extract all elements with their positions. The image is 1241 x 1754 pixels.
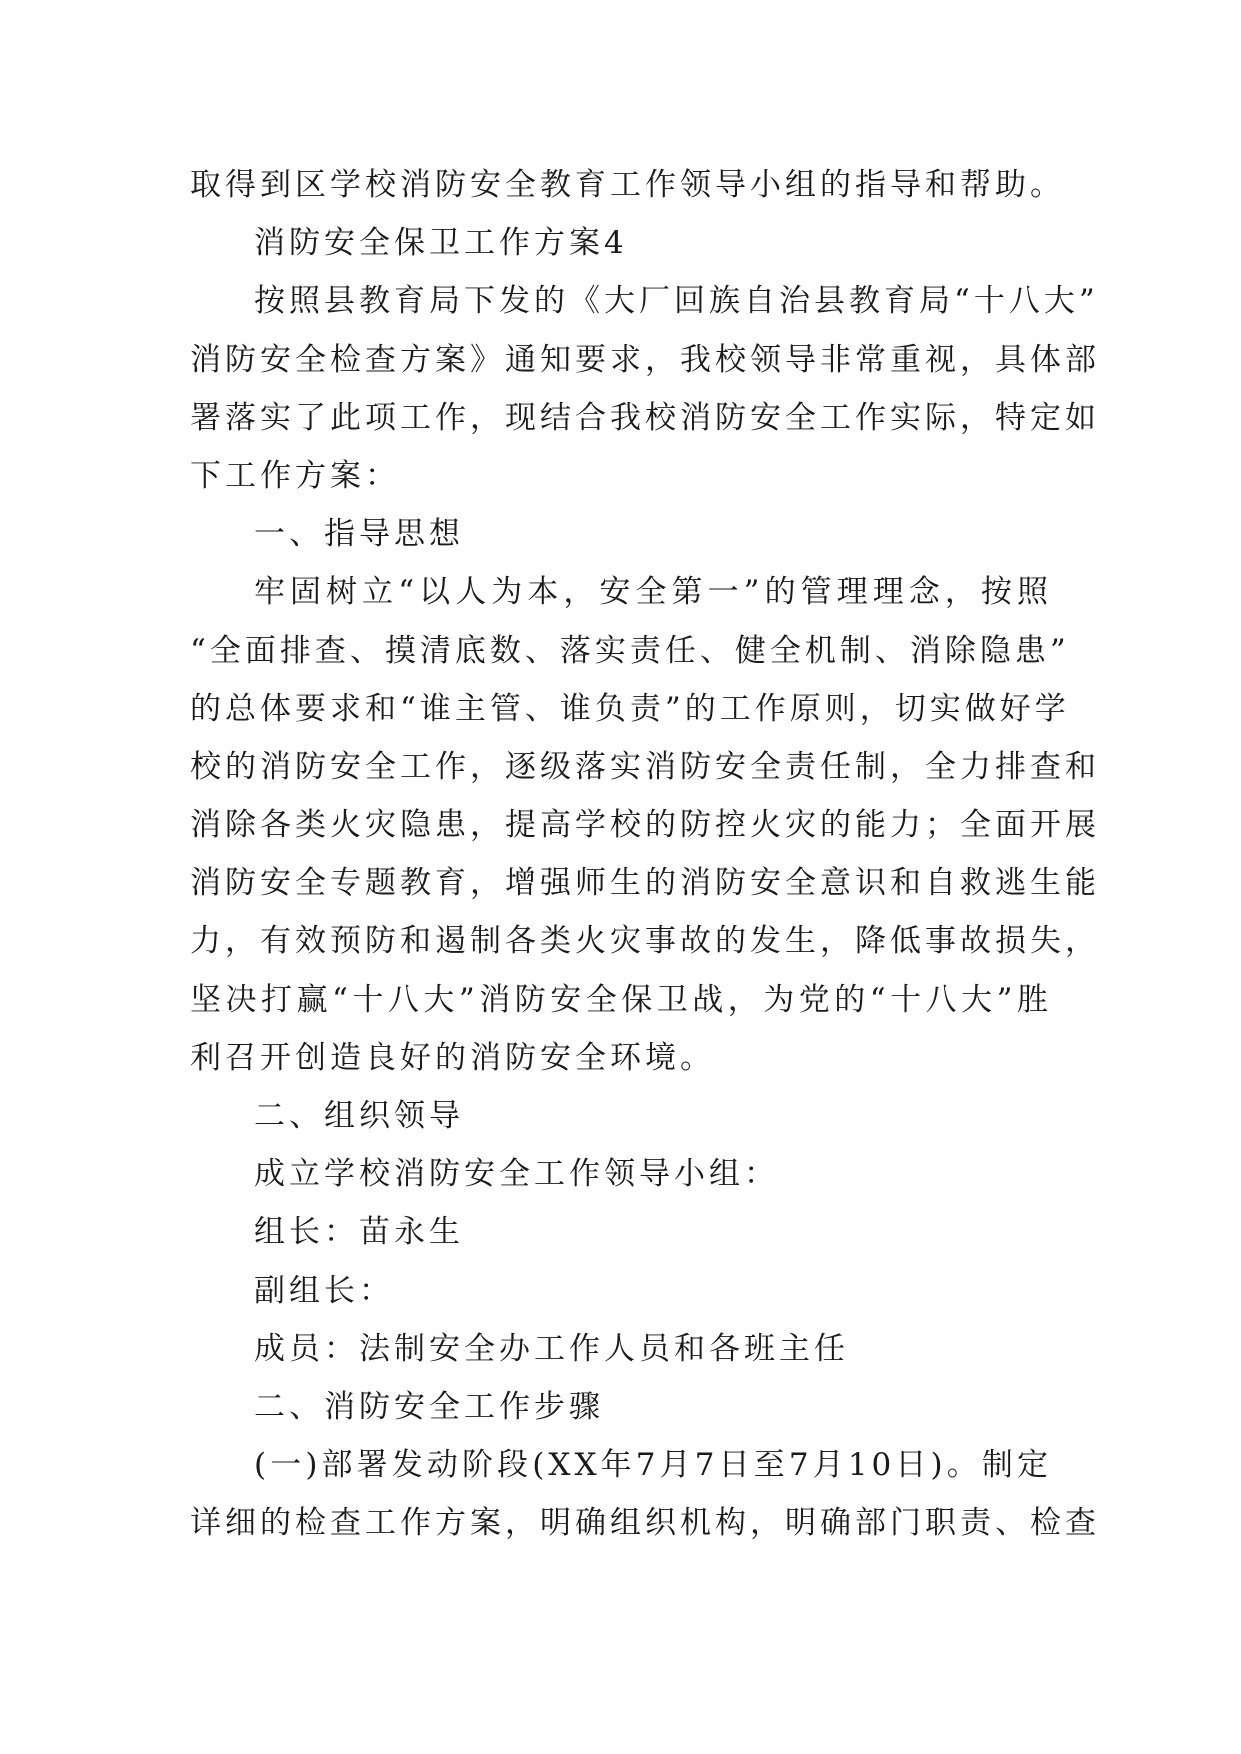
text-line: 牢固树立“以人为本，安全第一”的管理理念，按照 (254, 574, 1052, 611)
text-line: “全面排查、摸清底数、落实责任、健全机制、消除隐患” (190, 632, 1070, 669)
text-line: 下工作方案： (190, 457, 400, 494)
text-line: 署落实了此项工作，现结合我校消防安全工作实际，特定如 (190, 399, 1100, 436)
text-line: (一)部署发动阶段(XX年7月7日至7月10日)。制定 (254, 1447, 1052, 1484)
section-heading: 一、指导思想 (254, 516, 464, 553)
section-heading: 二、消防安全工作步骤 (254, 1388, 604, 1425)
text-line: 坚决打赢“十八大”消防安全保卫战，为党的“十八大”胜 (190, 981, 1052, 1018)
section-heading: 二、组织领导 (254, 1098, 464, 1134)
text-line: 取得到区学校消防安全教育工作领导小组的指导和帮助。 (190, 167, 1065, 203)
text-line: 力，有效预防和遏制各类火灾事故的发生，降低事故损失， (190, 923, 1100, 960)
text-line: 组长：苗永生 (254, 1214, 464, 1251)
text-line: 成员：法制安全办工作人员和各班主任 (254, 1330, 849, 1367)
text-line: 的总体要求和“谁主管、谁负责”的工作原则，切实做好学 (190, 690, 1070, 727)
text-line: 按照县教育局下发的《大厂回族自治县教育局“十八大” (254, 283, 1099, 320)
text-line: 副组长： (254, 1272, 394, 1309)
text-line: 利召开创造良好的消防安全环境。 (190, 1039, 715, 1076)
text-line: 详细的检查工作方案，明确组织机构，明确部门职责、检查 (190, 1505, 1100, 1542)
text-line: 消除各类火灾隐患，提高学校的防控火灾的能力；全面开展 (190, 807, 1100, 844)
text-line: 消防安全检查方案》通知要求，我校领导非常重视，具体部 (190, 341, 1100, 378)
text-line: 校的消防安全工作，逐级落实消防安全责任制，全力排查和 (190, 748, 1100, 785)
section-title: 消防安全保卫工作方案4 (254, 225, 628, 262)
document-body (190, 156, 1100, 1553)
text-line: 消防安全专题教育，增强师生的消防安全意识和自救逃生能 (190, 865, 1100, 902)
text-line: 成立学校消防安全工作领导小组： (254, 1156, 779, 1193)
